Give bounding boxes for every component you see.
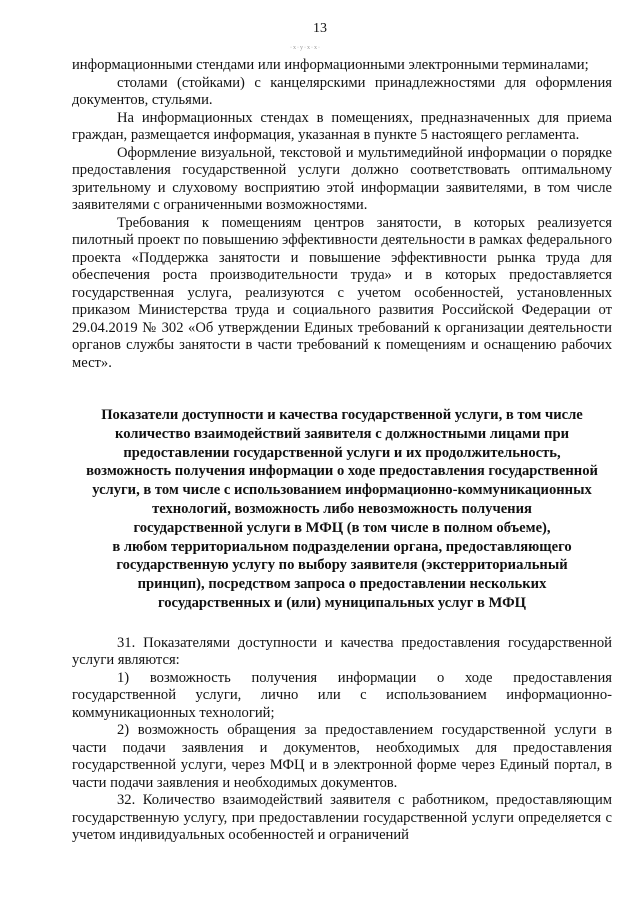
paragraph: Оформление визуальной, текстовой и мультимедийной информации о порядке предоставления государственной услуги должно соответствовать оптимальному зрительному и слуховому восприятию этой информации заявителями, в том числе заявителями с ограниченными возможностями. bbox=[72, 144, 612, 213]
heading-line: технологий, возможность либо невозможность получения bbox=[152, 500, 532, 517]
list-item: 2) возможность обращения за предоставлением государственной услуги в части подачи заявления и документов, необходимых для предоставления государственной услуги, через МФЦ и в электронной форме через Единый портал, в части подачи заявления и необходимых документов. bbox=[72, 722, 612, 791]
heading-line: принцип), посредством запроса о предоставлении нескольких bbox=[137, 576, 547, 593]
paragraph: На информационных стендах в помещениях, предназначенных для приема граждан, размещается информация, указанная в пункте 5 настоящего регламента. bbox=[72, 109, 612, 143]
heading-line: государственную услугу по выбору заявителя (экстерриториальный bbox=[116, 557, 568, 574]
section-heading bbox=[72, 406, 612, 613]
heading-line: возможность получения информации о ходе предоставления государственной bbox=[86, 463, 598, 480]
paragraph: 32. Количество взаимодействий заявителя с работником, предоставляющим государственную услугу, при предоставлении государственной услуги определяется с учетом индивидуальных особенностей и ограничений bbox=[72, 792, 612, 844]
paragraph: столами (стойками) с канцелярскими принадлежностями для оформления документов, стульями. bbox=[72, 74, 612, 108]
heading-line: в любом территориальном подразделении органа, предоставляющего bbox=[112, 538, 572, 555]
faint-stamp-mark: ·x·y·x·x· bbox=[290, 45, 321, 51]
heading-line: предоставлении государственной услуги и их продолжительность, bbox=[123, 444, 561, 461]
document-body bbox=[72, 57, 612, 845]
heading-line: государственных и (или) муниципальных услуг в МФЦ bbox=[157, 594, 527, 611]
paragraph: Требования к помещениям центров занятости, в которых реализуется пилотный проект по повышению эффективности деятельности в рамках федерального проекта «Поддержка занятости и повышение эффективности рынка труда для обеспечения роста производительности труда» и в которых предоставляется государственная услуга, реализуются с учетом особенностей, установленных приказом Министерства труда и социального развития Российской Федерации от 29.04.2019 № 302 «Об утверждении Единых требований к организации деятельности органов службы занятости в части требований к помещениям и оснащению рабочих мест». bbox=[72, 214, 612, 371]
heading-line: Показатели доступности и качества государственной услуги, в том числе bbox=[101, 407, 583, 423]
paragraph: информационными стендами или информационными электронными терминалами; bbox=[72, 57, 589, 73]
heading-line: количество взаимодействий заявителя с должностными лицами при bbox=[114, 425, 569, 442]
paragraph: 31. Показателями доступности и качества предоставления государственной услуги являются: bbox=[72, 634, 612, 669]
heading-line: услуги, в том числе с использованием информационно-коммуникационных bbox=[92, 482, 592, 499]
heading-line: государственной услуги в МФЦ (в том числе в полном объеме), bbox=[133, 519, 551, 536]
list-item: 1) возможность получения информации о ходе предоставления государственной услуги, лично или с использованием информационно-коммуникационных технологий; bbox=[72, 669, 612, 721]
page-number: 13 bbox=[313, 21, 327, 36]
